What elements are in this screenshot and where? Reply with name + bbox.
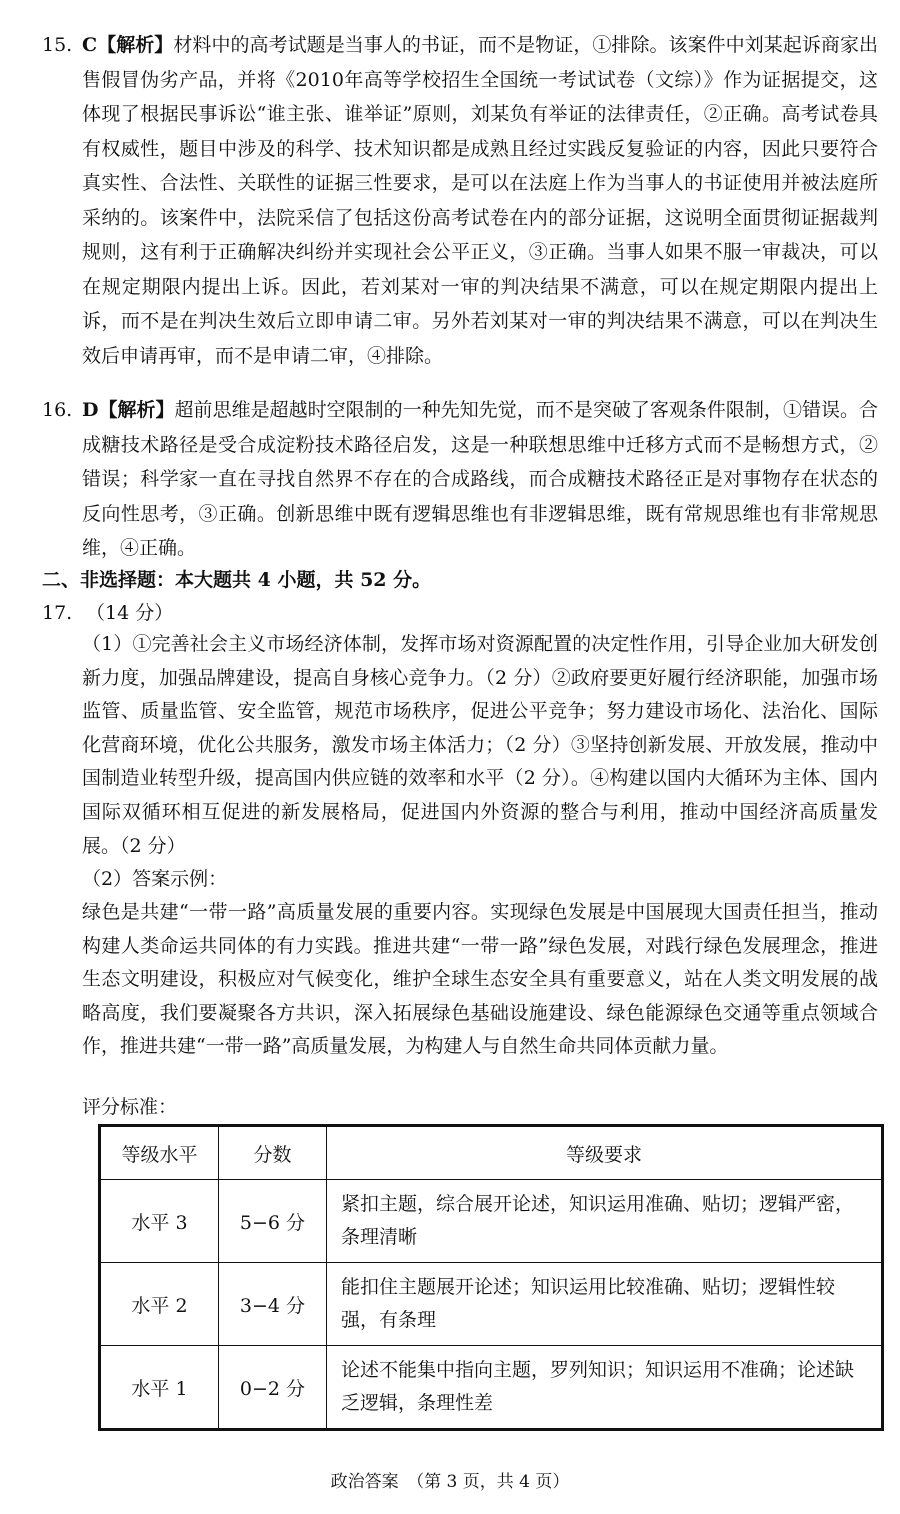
question-score: （14 分） — [86, 602, 174, 624]
answer-label: C【解析】 — [82, 34, 174, 56]
level-cell: 水平 3 — [100, 1180, 219, 1263]
level-cell: 水平 1 — [100, 1346, 219, 1430]
question-number: 17. — [42, 602, 73, 624]
header-score: 分数 — [219, 1126, 327, 1180]
table-row — [100, 1263, 883, 1346]
score-cell: 3−4 分 — [219, 1263, 327, 1346]
scoring-table — [98, 1124, 884, 1431]
question-17-header — [42, 596, 878, 631]
page-footer: 政治答案 （第 3 页，共 4 页） — [330, 1472, 570, 1492]
table-row — [100, 1346, 883, 1430]
requirement-cell: 紧扣主题，综合展开论述，知识运用准确、贴切；逻辑严密，条理清晰 — [327, 1180, 883, 1263]
table-row — [100, 1180, 883, 1263]
requirement-cell: 论述不能集中指向主题，罗列知识；知识运用不准确；论述缺乏逻辑，条理性差 — [327, 1346, 883, 1430]
part-2-heading: （2）答案示例： — [82, 868, 228, 890]
question-number: 16. — [42, 399, 73, 421]
question-16 — [42, 393, 878, 566]
question-16-analysis — [82, 393, 878, 566]
score-cell: 5−6 分 — [219, 1180, 327, 1263]
section-heading: 二、非选择题：本大题共 4 小题，共 52 分。 — [42, 569, 432, 591]
part-2-answer: 绿色是共建“一带一路”高质量发展的重要内容。实现绿色发展是中国展现大国责任担当，推动构建人类命运共同体的有力实践。推进共建“一带一路”绿色发展，对践行绿色发展理念，推进生态文明建设，积极应对气候变化，维护全球生态安全具有重要意义，站在人类文明发展的战略高度，我们要凝聚各方共识，深入拓展绿色基础设施建设、绿色能源绿色交通等重点领域合作，推进共建“一带一路”高质量发展，为构建人与自然生命共同体贡献力量。 — [82, 901, 878, 1058]
level-cell: 水平 2 — [100, 1263, 219, 1346]
question-15-analysis — [82, 28, 878, 373]
criteria-heading: 评分标准： — [82, 1096, 178, 1118]
part-1-answer: （1）①完善社会主义市场经济体制，发挥市场对资源配置的决定性作用，引导企业加大研发创新力度，加强品牌建设，提高自身核心竞争力。（2 分）②政府要更好履行经济职能，加强市场监管、质量监管、安全监管，规范市场秩序，促进公平竞争；努力建设市场化、法治化、国际化营商环境，优化公共服务，激发市场主体活力；（2 分）③坚持创新发展、开放发展，推动中国制造业转型升级，提高国内供应链的效率和水平（2 分）。④构建以国内大循环为主体、国内国际双循环相互促进的新发展格局，促进国内外资源的整合与利用，推动中国经济高质量发展。（2 分） — [82, 633, 878, 857]
analysis-text: 材料中的高考试题是当事人的书证，而不是物证，①排除。该案件中刘某起诉商家出售假冒伪劣产品，并将《2010年高等学校招生全国统一考试试卷（文综）》作为证据提交，这体现了根据民事诉讼“谁主张、谁举证”原则，刘某负有举证的法律责任，②正确。高考试卷具有权威性，题目中涉及的科学、技术知识都是成熟且经过实践反复验证的内容，因此只要符合真实性、合法性、关联性的证据三性要求，是可以在法庭上作为当事人的书证使用并被法庭所采纳的。该案件中，法院采信了包括这份高考试卷在内的部分证据，这说明全面贯彻证据裁判规则，这有利于正确解决纠纷并实现社会公平正义，③正确。当事人如果不服一审裁决，可以在规定期限内提出上诉。因此，若刘某对一审的判决结果不满意，可以在规定期限内提出上诉，而不是在判决生效后立即申请二审。另外若刘某对一审的判决结果不满意，可以在判决生效后申请再审，而不是申请二审，④排除。 — [82, 34, 878, 367]
header-requirement: 等级要求 — [327, 1126, 883, 1180]
question-number: 15. — [42, 34, 73, 56]
answer-label: D【解析】 — [82, 399, 175, 421]
analysis-text: 超前思维是超越时空限制的一种先知先觉，而不是突破了客观条件限制，①错误。合成糖技术路径是受合成淀粉技术路径启发，这是一种联想思维中迁移方式而不是畅想方式，②错误；科学家一直在寻找自然界不存在的合成路线，而合成糖技术路径正是对事物存在状态的反向性思考，③正确。创新思维中既有逻辑思维也有非逻辑思维，既有常规思维也有非常规思维，④正确。 — [82, 399, 878, 559]
question-15 — [42, 28, 878, 373]
header-level: 等级水平 — [100, 1126, 219, 1180]
table-header-row — [100, 1126, 883, 1180]
score-cell: 0−2 分 — [219, 1346, 327, 1430]
requirement-cell: 能扣住主题展开论述；知识运用比较准确、贴切；逻辑性较强，有条理 — [327, 1263, 883, 1346]
